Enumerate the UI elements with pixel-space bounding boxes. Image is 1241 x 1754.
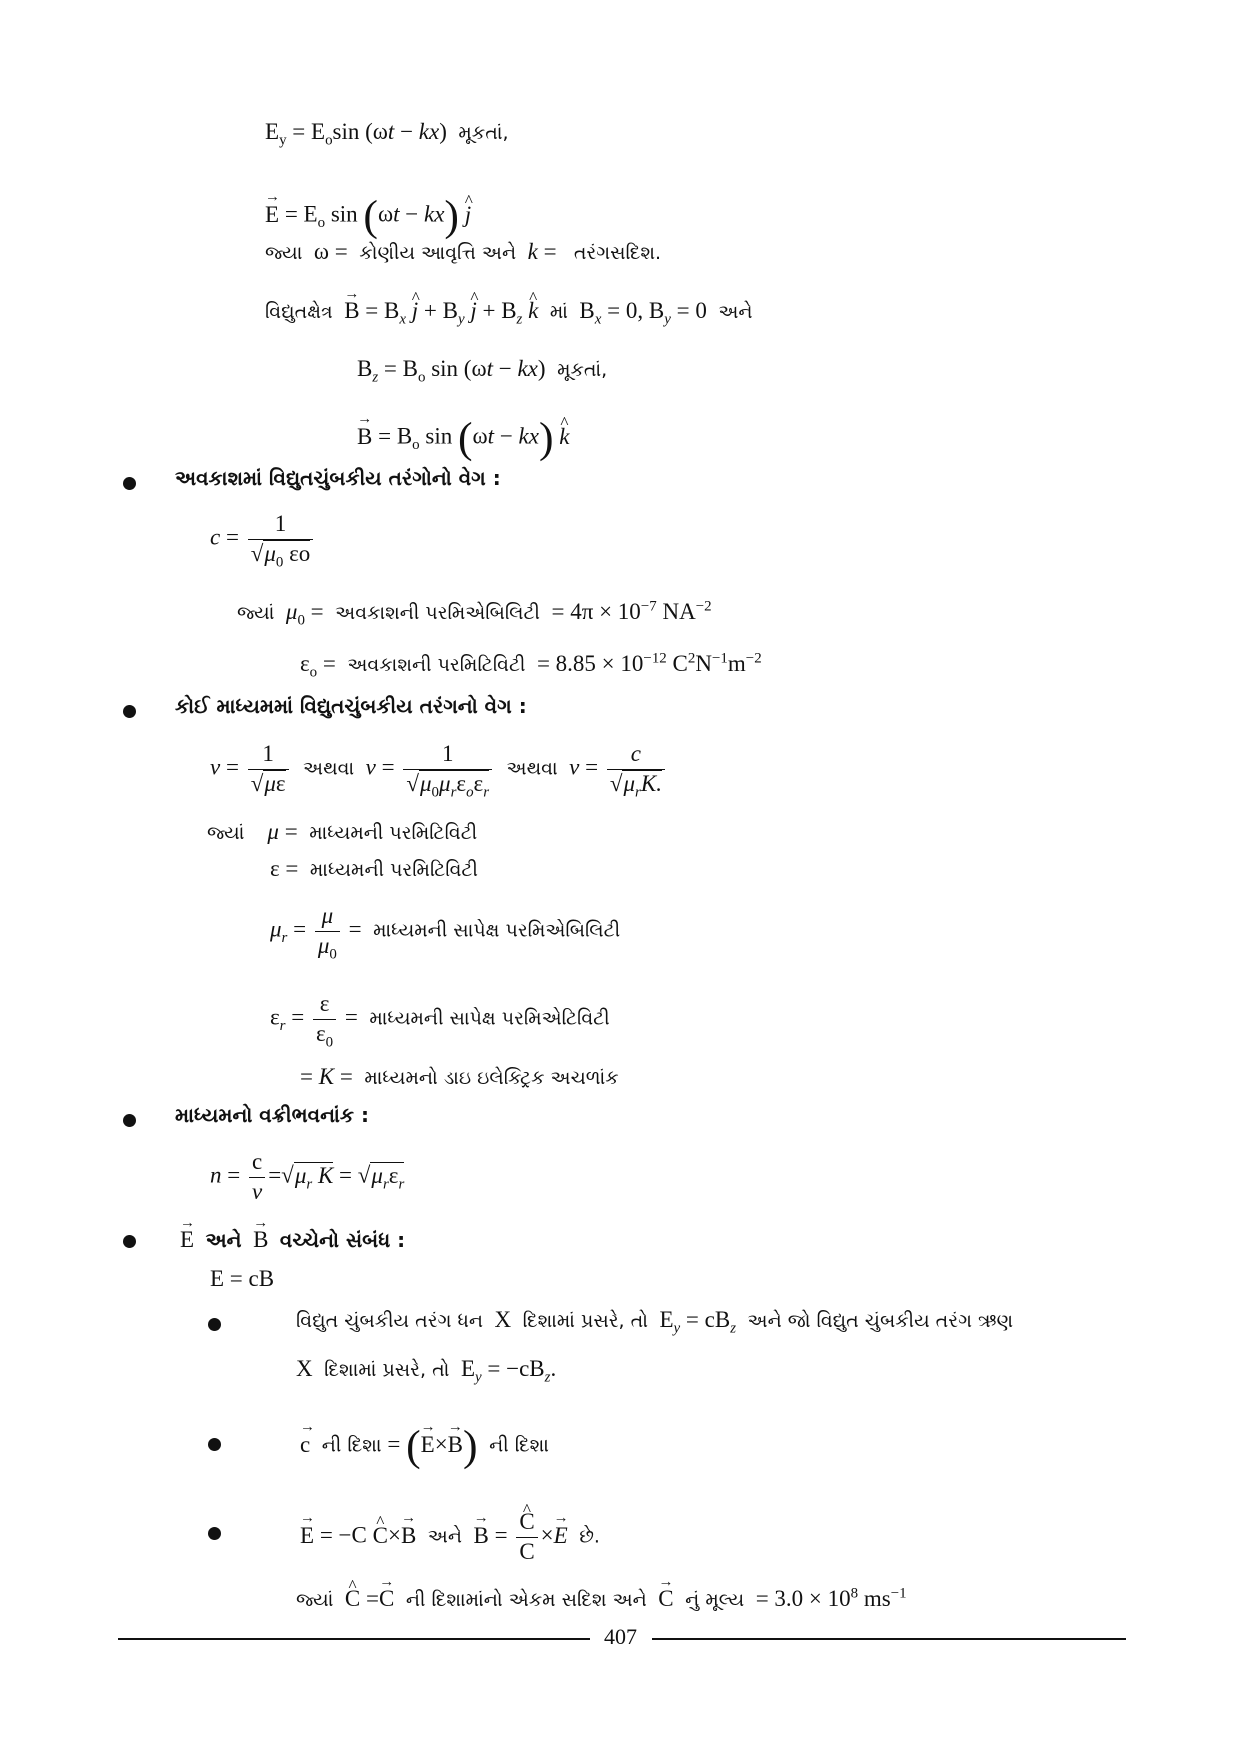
bullet [123, 1235, 136, 1248]
definition-omega-k: જ્યા ω = કોણીય આવૃત્તિ અને k = તરંગસદિશ. [265, 239, 662, 264]
def-mu-r: $\mu_r$ = $\frac{\mu}{\mu_0}$ = માધ્યમની સાપેક્ષ પરમિએબિલિટી [270, 903, 621, 963]
def-eps-r: $\varepsilon_r$ = $\frac{\varepsilon}{\varepsilon_0}$ = માધ્યમની સાપેક્ષ પરમિએટિવિટી [270, 991, 610, 1051]
sub-bullet [208, 1318, 221, 1331]
eq-c: c = $\frac{1}{√\mu_0 \varepsilon o}$ [210, 510, 316, 569]
eq-n: n = $\frac{c}{v}$ $=√\mu_r$ $K = √\mu_r\varepsilon_r$ [210, 1149, 405, 1204]
sub-bullet [208, 1527, 221, 1540]
def-mu: જ્યાં μ = માધ્યમની પરમિટિવિટી [207, 819, 478, 844]
heading-speed-vacuum: અવકાશમાં વિદ્યુતચુંબકીય તરંગોનો વેગ : [175, 466, 501, 490]
def-eps: ε = માધ્યમની પરમિટિવિટી [270, 856, 478, 881]
heading-speed-medium: કોઈ માધ્યમમાં વિદ્યુતચુંબકીય તરંગનો વેગ : [175, 694, 527, 718]
def-c-hat: જ્યાં ^ C =→ C ની દિશામાંનો એકમ સદિશ અને → C નું મૂલ્ય = $3.0 \times 10^8$ $ms^{-1}$ [296, 1585, 907, 1613]
bullet [123, 1114, 136, 1127]
heading-relation: → E અને → B વચ્ચેનો સંબંધ : [180, 1226, 405, 1254]
heading-refractive-index: માધ્યમનો વક્રીભવનાંક : [175, 1103, 369, 1127]
eq-e-b-cross: → E = −C ^ C×→ B અને → B = ^ $\frac{C}{C}$ ×→ E છે. [300, 1508, 600, 1567]
def-eps0: $\varepsilon_o$ = અવકાશની પરમિટિવિટી = $8.85 \times 10^{-12}$ $C^2N^{-1}m^{-2}$ [300, 650, 762, 681]
eq-b-components: વિદ્યુતક્ષેત્ર → $B = B_x$ ^ $j + B_y$ ^ $j + B_z$ ^ k માં $B_x = 0$, $B_y = 0$ અને [265, 297, 753, 325]
eq-c-direction: → c ની દિશા = (→ E×→ B) ની દિશા [300, 1420, 549, 1472]
sub-bullet [208, 1438, 221, 1451]
footer-rule-right [652, 1638, 1126, 1640]
bullet [123, 477, 136, 490]
eq-e-cb: E = cB [210, 1266, 275, 1291]
eq-v: v = $\frac{1}{√\mu\varepsilon}$ અથવા v = $\frac{1}{√\mu_0\mu_r\varepsilon_o\varepsilon_r}$ અથવા v = $\frac{c}{√\mu_rK.}$ [210, 740, 668, 799]
bullet [123, 705, 136, 718]
eq-e-vector: → $E = E_o$ sin (ωt − kx) ^ j [265, 190, 471, 242]
eq-bz: $B_z = B_o$ sin (ωt − kx) મૂકતાં, [357, 356, 608, 386]
text-em-propagation-b: X દિશામાં પ્રસરે, તો $E_y = -cB_z$. [296, 1356, 557, 1386]
def-k: = K = માધ્યમનો ડાઇ ઇલેક્ટ્રિક અચળાંક [300, 1064, 619, 1089]
text-em-propagation-a: વિદ્યુત ચુંબકીય તરંગ ધન X દિશામાં પ્રસરે, તો $E_y = cB_z$ અને જો વિદ્યુત ચુંબકીય તરંગ ઋણ [296, 1307, 1014, 1337]
text-mukta: મૂકતાં, [458, 122, 509, 144]
eq-b-vector: → $B = B_o$ sin (ωt − kx) ^ k [357, 412, 570, 464]
eq-ey: $E_y = E_o\sin$ (ωt − kx) મૂકતાં, [265, 119, 509, 149]
footer-rule-left [118, 1638, 590, 1640]
page-number: 407 [604, 1624, 637, 1649]
def-mu0: જ્યાં $\mu_0$ = અવકાશની પરમિએબિલિટી = $4\pi \times 10^{-7}$ $NA^{-2}$ [237, 598, 712, 629]
